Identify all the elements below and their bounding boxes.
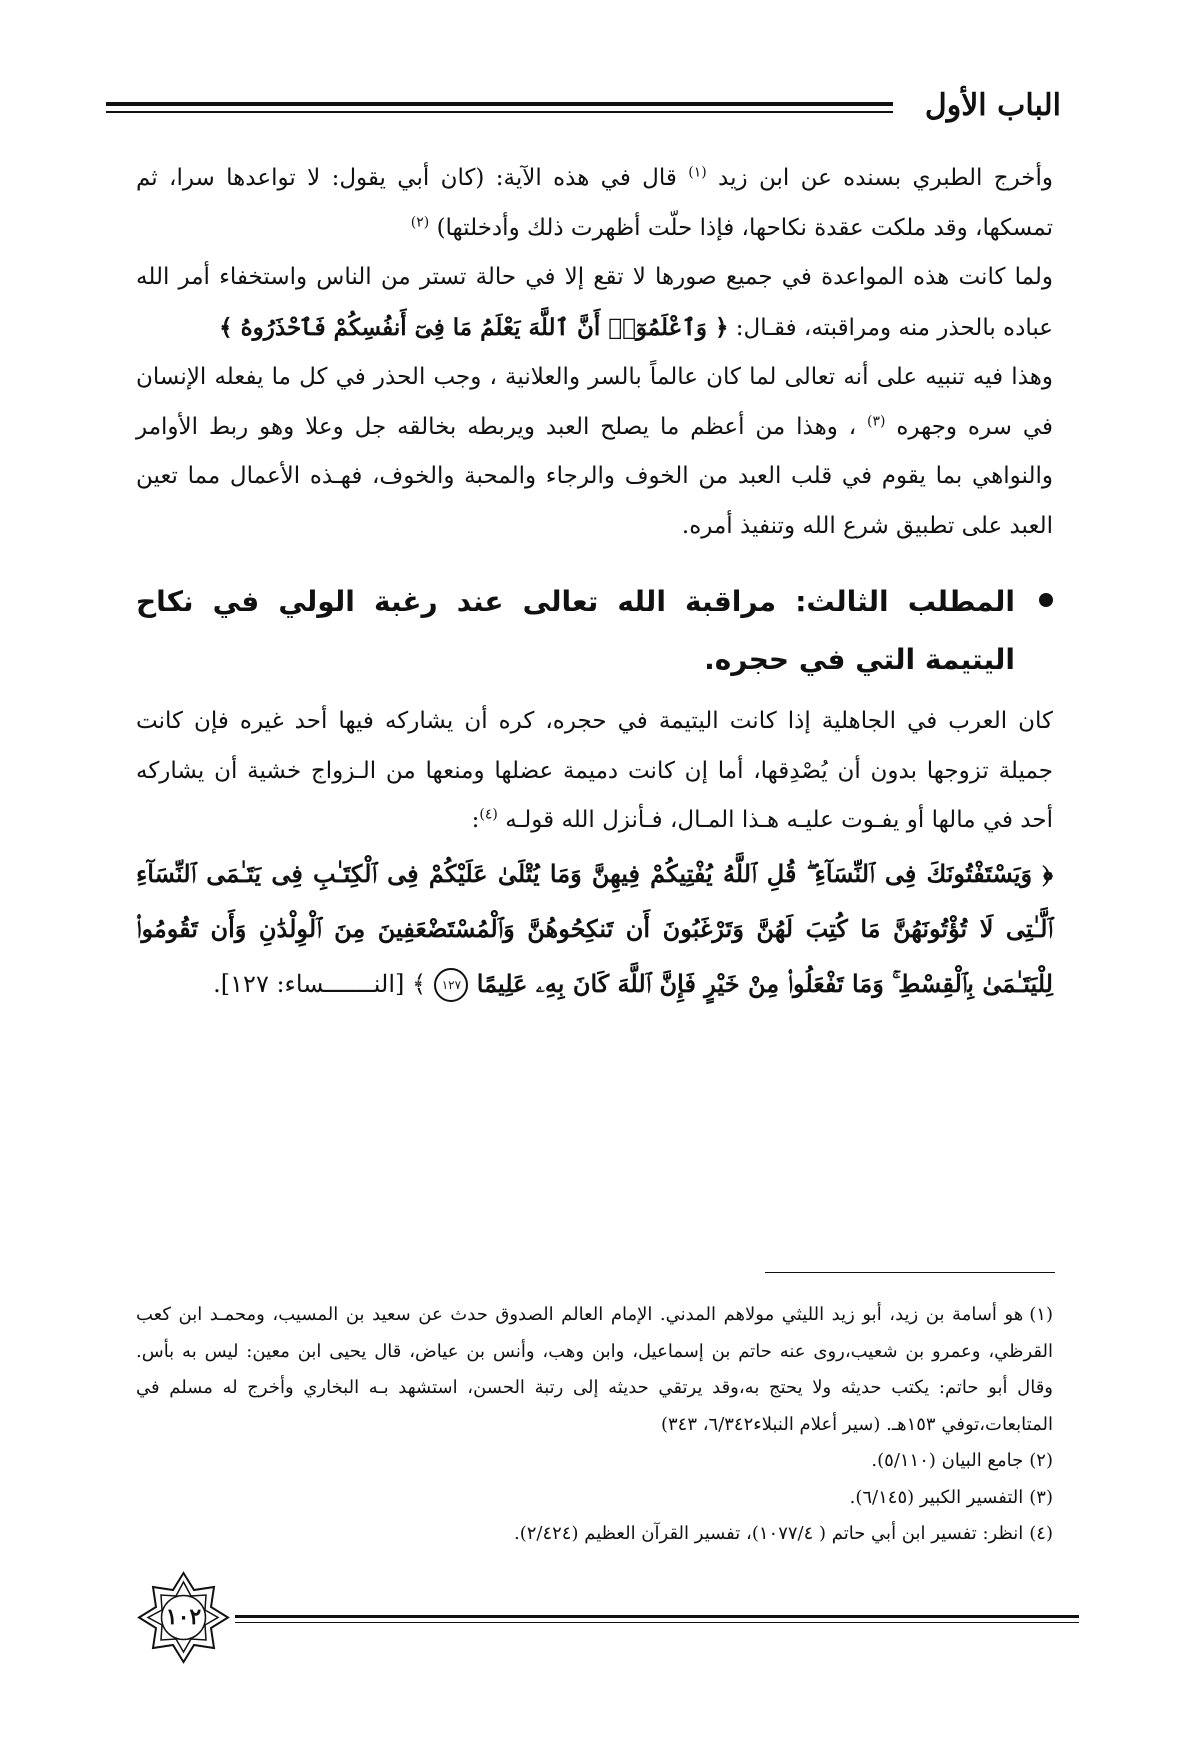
footnote-text: جامع البيان (٥/١١٠). <box>871 1450 1024 1471</box>
verse-reference: ﴾ [النـــــــساء: ١٢٧]. <box>213 969 427 998</box>
header-rule <box>106 102 893 113</box>
colon: : <box>471 807 480 833</box>
footnote-ref-2[interactable]: (٢) <box>410 213 430 230</box>
paragraph-3 <box>136 353 1053 551</box>
page-number: ١٠٢ <box>165 1604 202 1630</box>
footnote-item <box>136 1516 1053 1553</box>
footnote-ref-4[interactable]: (٤) <box>479 806 498 823</box>
paragraph-1-text-a: وأخرج الطبري بسنده عن ابن زيد <box>718 165 1053 191</box>
ayah-number-icon: ١٢٧ <box>434 968 468 1002</box>
footnote-separator <box>765 1272 1055 1273</box>
paragraph-1-text-b: قال في هذه الآية: (كان أبي يقول: لا تواعدها سرا، ثم تمسكها، وقد ملكت عقدة نكاحها، فإذا حلّت أظهرت ذلك وأدخلتها) <box>136 165 1053 241</box>
footnote-ref-3[interactable]: (٣) <box>867 412 886 429</box>
quran-verse-inline: ﴿ وَٱعْلَمُوٓا۟ أَنَّ ٱللَّهَ يَعْلَمُ مَا فِىٓ أَنفُسِكُمْ فَٱحْذَرُوهُ ﴾ <box>219 313 729 341</box>
footer-rule <box>235 1615 1079 1623</box>
section-heading-text: المطلب الثالث: مراقبة الله تعالى عند رغبة الولي في نكاح اليتيمة التي في حجره. <box>136 585 1015 676</box>
footnote-number: (٣) <box>1029 1486 1053 1508</box>
footnote-text: هو أسامة بن زيد، أبو زيد الليثي مولاهم المدني. الإمام العالم الصدوق حدث عن سعيد بن المسيب، ومحمـد ابن كعب القرظي، وعمرو بن شعيب،روى عنه حاتم بن إسماعيل، وابن وهب، وأنس بن عياض، قال يحيى ابن معين: ليس به بأس. وقال أبو حاتم: يكتب حديثه ولا يحتج به،وقد يرتقي حديثه إلى رتبة الحسن، استشهد بـه البخاري وأخرج له مسلم في المتابعات،توفي ١٥٣هـ. (سير أعلام النبلاء٦/٣٤٢، ٣٤٣) <box>136 1304 1053 1435</box>
paragraph-1 <box>136 154 1053 253</box>
footnote-ref-1[interactable]: (١) <box>688 164 707 181</box>
paragraph-3-text-b: ، وهذا من أعظم ما يصلح العبد ويربطه بخالقه جل وعلا وهو ربط الأوامر والنواهي بما يقوم في قلب العبد من الخوف والرجاء والمحبة والخوف، فهـذه الأعمال مما تعين العبد على تطبيق شرع الله وتنفيذ أمره. <box>136 413 1053 539</box>
page-number-badge <box>136 1570 231 1665</box>
footnotes <box>136 1297 1053 1553</box>
paragraph-2 <box>136 253 1053 353</box>
chapter-title: الباب الأول <box>924 88 1061 123</box>
footnote-item <box>136 1480 1053 1517</box>
running-header <box>106 80 1061 140</box>
footnote-text: التفسير الكبير (٦/١٤٥). <box>849 1486 1024 1508</box>
bullet-icon <box>1039 593 1053 607</box>
section-heading <box>136 573 1053 689</box>
footnote-number: (٢) <box>1029 1450 1053 1471</box>
paragraph-4-text: كان العرب في الجاهلية إذا كانت اليتيمة في حجره، كره أن يشاركه فيها أحد غيره فإن كانت جميلة تزوجها بدون أن يُصْدِقها، أما إن كانت دميمة عضلها ومنعها من الـزواج خشية أن يشاركه أحد في مالها أو يفـوت عليـه هـذا المـال، فـأنزل الله قولـه <box>136 708 1053 833</box>
footnote-item <box>136 1297 1053 1443</box>
main-text <box>136 154 1053 1012</box>
quran-verse-block <box>136 846 1053 1012</box>
page-footer <box>0 1570 1189 1680</box>
footnote-number: (١) <box>1029 1304 1053 1325</box>
paragraph-4 <box>136 697 1053 846</box>
footnote-item <box>136 1443 1053 1480</box>
paragraph-3-text-a: وهذا فيه تنبيه على أنه تعالى لما كان عالماً بالسر والعلانية ، وجب الحذر في كل ما يفعله الإنسان في سره وجهره <box>136 364 1053 440</box>
footnote-text: انظر: تفسير ابن أبي حاتم ( ١٠٧٧/٤)، تفسير القرآن العظيم (٢/٤٢٤). <box>513 1523 1024 1544</box>
verse-text: ﴿ وَيَسْتَفْتُونَكَ فِى ٱلنِّسَآءِ ۖ قُلِ ٱللَّهُ يُفْتِيكُمْ فِيهِنَّ وَمَا يُتْلَىٰ عَلَيْكُمْ فِى ٱلْكِتَـٰبِ فِى يَتَـٰمَى ٱلنِّسَآءِ ٱلَّـٰتِى لَا تُؤْتُونَهُنَّ مَا كُتِبَ لَهُنَّ وَتَرْغَبُونَ أَن تَنكِحُوهُنَّ وَٱلْمُسْتَضْعَفِينَ مِنَ ٱلْوِلْدَٰنِ وَأَن تَقُومُوا۟ لِلْيَتَـٰمَىٰ بِٱلْقِسْطِ ۚ وَمَا تَفْعَلُوا۟ مِنْ خَيْرٍ فَإِنَّ ٱللَّهَ كَانَ بِهِۦ عَلِيمًا <box>136 858 1053 998</box>
paragraph-2-text: ولما كانت هذه المواعدة في جميع صورها لا تقع إلا في حالة تستر من الناس واستخفاء أمر الله عباده بالحذر منه ومراقبته، فقـال: <box>136 264 1053 341</box>
footnote-number: (٤) <box>1029 1523 1053 1544</box>
